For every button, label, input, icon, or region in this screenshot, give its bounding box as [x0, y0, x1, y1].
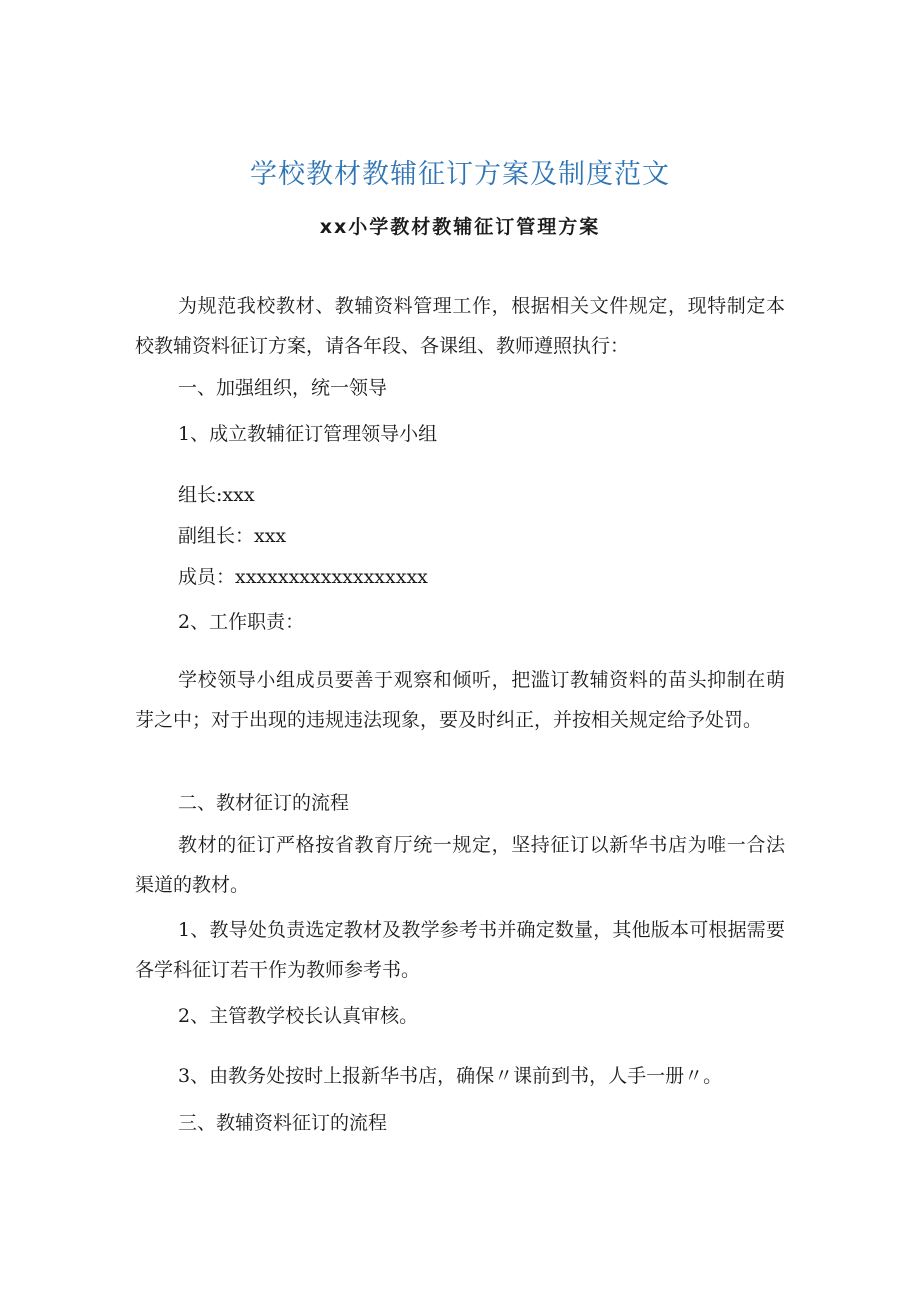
paragraph-step-2: 2、主管教学校长认真审核。	[178, 1005, 419, 1027]
document-subtitle: xx小学教材教辅征订管理方案	[319, 216, 601, 238]
members-line: 成员：xxxxxxxxxxxxxxxxxx	[178, 566, 428, 588]
deputy-leader-line: 副组长：xxx	[178, 525, 287, 547]
subsection-heading-1-1: 1、成立教辅征订管理领导小组	[178, 423, 438, 445]
paragraph-step-1: 1、教导处负责选定教材及教学参考书并确定数量，其他版本可根据需要各学科征订若干作为教师参考书。	[135, 919, 785, 981]
subsection-heading-1-2: 2、工作职责：	[178, 611, 305, 633]
document-title: 学校教材教辅征订方案及制度范文	[250, 159, 670, 190]
paragraph-intro: 为规范我校教材、教辅资料管理工作，根据相关文件规定，现特制定本校教辅资料征订方案，请各年段、各课组、教师遵照执行：	[135, 295, 785, 357]
paragraph-step-3: 3、由教务处按时上报新华书店，确保〃课前到书，人手一册〃。	[178, 1065, 723, 1087]
section-heading-3: 三、教辅资料征订的流程	[178, 1112, 388, 1134]
section-heading-1: 一、加强组织，统一领导	[178, 377, 388, 399]
leader-line: 组长:xxx	[178, 484, 255, 506]
paragraph-duties: 学校领导小组成员要善于观察和倾听，把滥订教辅资料的苗头抑制在萌芽之中；对于出现的违规违法现象，要及时纠正，并按相关规定给予处罚。	[135, 669, 785, 731]
paragraph-textbook-ordering: 教材的征订严格按省教育厅统一规定，坚持征订以新华书店为唯一合法渠道的教材。	[135, 834, 785, 896]
section-heading-2: 二、教材征订的流程	[178, 792, 350, 814]
